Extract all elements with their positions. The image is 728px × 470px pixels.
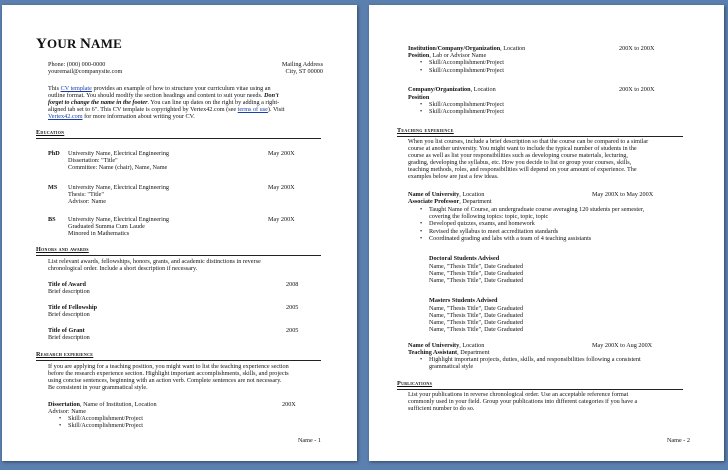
page-1 (2, 5, 357, 461)
cv-name: YOUR NAME (36, 36, 122, 52)
city-state: City, ST 00000 (285, 68, 323, 75)
research-intro: If you are applying for a teaching position, you might want to list the teaching experience section (48, 363, 289, 370)
education-line: Dissertation: "Title" (68, 157, 118, 164)
section-heading-teaching: Teaching experience (397, 127, 454, 134)
page-footer: Name - 1 (297, 437, 321, 444)
divider (36, 255, 321, 256)
teaching-intro: course at another university. You might want to include the typical number of students in the (408, 145, 637, 152)
honor-title: Title of Award (48, 281, 86, 288)
cv-template-link[interactable]: CV template (60, 85, 92, 92)
education-line: Advisor: Name (68, 198, 106, 205)
page-footer: Name - 2 (666, 437, 690, 444)
section-heading-honors: Honors and awards (36, 246, 89, 253)
degree-label: MS (48, 184, 58, 191)
mailing-address: Mailing Address (281, 61, 323, 68)
university-date: May 200X to Aug 200X (592, 342, 653, 349)
teaching-intro: examples below are just a few ideas. (408, 173, 499, 180)
research-advisor: Advisor: Name (48, 408, 86, 415)
university-title: Name of University, Location (408, 191, 485, 198)
bullet-item: • Skill/Accomplishment/Project (68, 415, 143, 423)
advised-student: Name, "Thesis Title", Date Graduated (429, 326, 524, 333)
bullet-item: • Skill/Accomplishment/Project (429, 101, 504, 109)
institution-date: 200X to 200X (619, 45, 655, 52)
education-line: University Name, Electrical Engineering (68, 216, 170, 223)
bullet-item: • Highlight important projects, duties, skills, and responsibilities following a consistent (429, 356, 641, 364)
teaching-intro: When you list courses, include a brief description so that the course can be compared to a similar (408, 138, 649, 145)
bullet-item: • Skill/Accomplishment/Project (429, 108, 504, 116)
doctoral-heading: Doctoral Students Advised (429, 255, 500, 262)
bullet-continuation: covering the following topics: topic, topic, topic (429, 213, 549, 220)
section-heading-education: Education (36, 129, 65, 136)
honors-intro: chronological order. Include a short description if necessary. (48, 265, 198, 272)
bullet-item: • Skill/Accomplishment/Project (68, 422, 143, 430)
divider (36, 360, 321, 361)
company-title: Company/Organization, Location (408, 86, 496, 93)
honor-date: 2005 (286, 327, 299, 334)
advised-student: Name, "Thesis Title", Date Graduated (429, 270, 524, 277)
honor-description: Brief description (48, 334, 90, 341)
company-date: 200X to 200X (619, 86, 655, 93)
honor-date: 2005 (286, 304, 299, 311)
honor-title: Title of Grant (48, 327, 85, 334)
university-role: Teaching Assistant, Department (408, 349, 490, 356)
education-date: May 200X (268, 184, 295, 191)
honor-description: Brief description (48, 288, 90, 295)
divider (397, 389, 683, 390)
honor-title: Title of Fellowship (48, 304, 98, 311)
terms-link[interactable]: terms of use (237, 106, 268, 113)
education-line: University Name, Electrical Engineering (68, 150, 170, 157)
bullet-item: • Taught Name of Course, an undergraduate course averaging 120 students per semester, (429, 206, 644, 214)
intro-line: Vertex42.com for more information about writing your CV. (48, 113, 195, 120)
honor-description: Brief description (48, 311, 90, 318)
bullet-item: • Skill/Accomplishment/Project (429, 59, 504, 67)
teaching-intro: teaching methods, roles, and responsibilities will depend on your amount of experience. The (408, 166, 637, 173)
research-intro: using concise sentences, beginning with an action verb. Complete sentences are not necessary. (48, 377, 282, 384)
institution-title: Institution/Company/Organization, Location (408, 45, 526, 52)
publications-intro: List your publications in reverse chronological order. Use an acceptable reference format (408, 391, 629, 398)
bullet-item: • Coordinated grading and labs with a team of 4 teaching assistants (429, 235, 591, 243)
degree-label: BS (48, 216, 56, 223)
education-line: Graduated Summa Cum Laude (68, 223, 145, 230)
masters-heading: Masters Students Advised (429, 297, 498, 304)
university-role: Associate Professor, Department (408, 198, 492, 205)
divider (36, 138, 321, 139)
position-line: Position, Lab or Advisor Name (408, 52, 487, 59)
advised-student: Name, "Thesis Title", Date Graduated (429, 312, 524, 319)
intro-line: This CV template provides an example of how to structure your curriculum vitae using an (48, 85, 271, 92)
education-date: May 200X (268, 216, 295, 223)
research-intro: Be consistent in your grammatical style. (48, 384, 148, 391)
bullet-item: • Revised the syllabus to meet accreditation standards (429, 228, 558, 236)
education-line: University Name, Electrical Engineering (68, 184, 170, 191)
education-line: Minored in Mathematics (68, 230, 130, 237)
publications-intro: sufficient number to do so. (408, 405, 475, 412)
university-date: May 200X to May 200X (592, 191, 654, 198)
bullet-item: • Developed quizzes, exams, and homework (429, 220, 535, 228)
vertex42-link[interactable]: Vertex42.com (48, 113, 83, 120)
research-item-date: 200X (282, 401, 296, 408)
honor-date: 2008 (286, 281, 299, 288)
page-2 (369, 5, 724, 461)
honors-intro: List relevant awards, fellowships, honors, grants, and academic distinctions in reverse (48, 258, 261, 265)
education-date: May 200X (268, 150, 295, 157)
position-line: Position (408, 94, 430, 101)
intro-line: aligned tab set to 6". This CV template is copyrighted by Vertex42.com (see terms of use). Visit (48, 106, 285, 113)
intro-line: forget to change the name in the footer. You can line up dates on the right by adding a right- (48, 99, 280, 106)
teaching-intro: grading, developing the syllabus, etc. How you decide to list or group your courses, skills, (408, 159, 632, 166)
bullet-item: • Skill/Accomplishment/Project (429, 67, 504, 75)
intro-line: outline format. You should modify the section headings and content to suit your needs. Don't (48, 92, 279, 99)
email: youremail@companysite.com (48, 68, 123, 75)
advised-student: Name, "Thesis Title", Date Graduated (429, 305, 524, 312)
publications-intro: commonly used in your field. Group your publications into different categories if you have a (408, 398, 638, 405)
bullet-continuation: grammatical style (429, 363, 474, 370)
teaching-intro: course as well as list your responsibilities such as developing course materials, lecturing, (408, 152, 628, 159)
advised-student: Name, "Thesis Title", Date Graduated (429, 263, 524, 270)
advised-student: Name, "Thesis Title", Date Graduated (429, 319, 524, 326)
education-line: Committee: Name (chair), Name, Name (68, 164, 168, 171)
section-heading-publications: Publications (397, 380, 433, 387)
advised-student: Name, "Thesis Title", Date Graduated (429, 277, 524, 284)
phone: Phone: (000) 000-0000 (48, 61, 106, 68)
divider (397, 136, 683, 137)
degree-label: PhD (48, 150, 60, 157)
research-item-title: Dissertation, Name of Institution, Location (48, 401, 157, 408)
university-title: Name of University, Location (408, 342, 485, 349)
education-line: Thesis: "Title" (68, 191, 104, 198)
research-intro: before the research experience section. Highlight important accomplishments, skills, and projects (48, 370, 289, 377)
section-heading-research: Research experience (36, 351, 94, 358)
